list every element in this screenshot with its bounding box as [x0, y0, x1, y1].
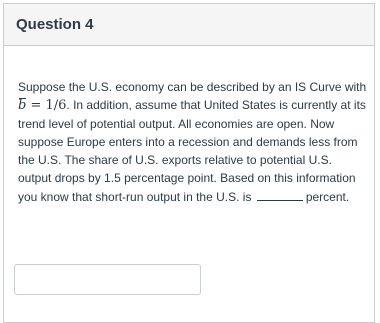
math-b-bar: b: [18, 97, 26, 115]
answer-blank: [257, 190, 303, 201]
math-equals-value: = 1/6: [26, 98, 67, 114]
answer-input[interactable]: [14, 264, 201, 295]
question-title: Question 4: [16, 16, 94, 33]
question-header: [4, 4, 374, 46]
question-text-part-2: . In addition, assume that United States is currently at its trend level of potential output. All economies are open. Now suppose Europe enters into a recession and demands less from the U.S. The share of U.S. exports relative to potential U.S. output drops by 1.5 percentage point. Based on this information you know that short-run output in the U.S. is: [18, 98, 366, 204]
question-text-part-1: Suppose the U.S. economy can be described by an IS Curve with: [18, 80, 367, 94]
question-text: [18, 78, 368, 206]
question-text-part-3: percent.: [305, 189, 350, 204]
math-expression: [18, 98, 66, 113]
